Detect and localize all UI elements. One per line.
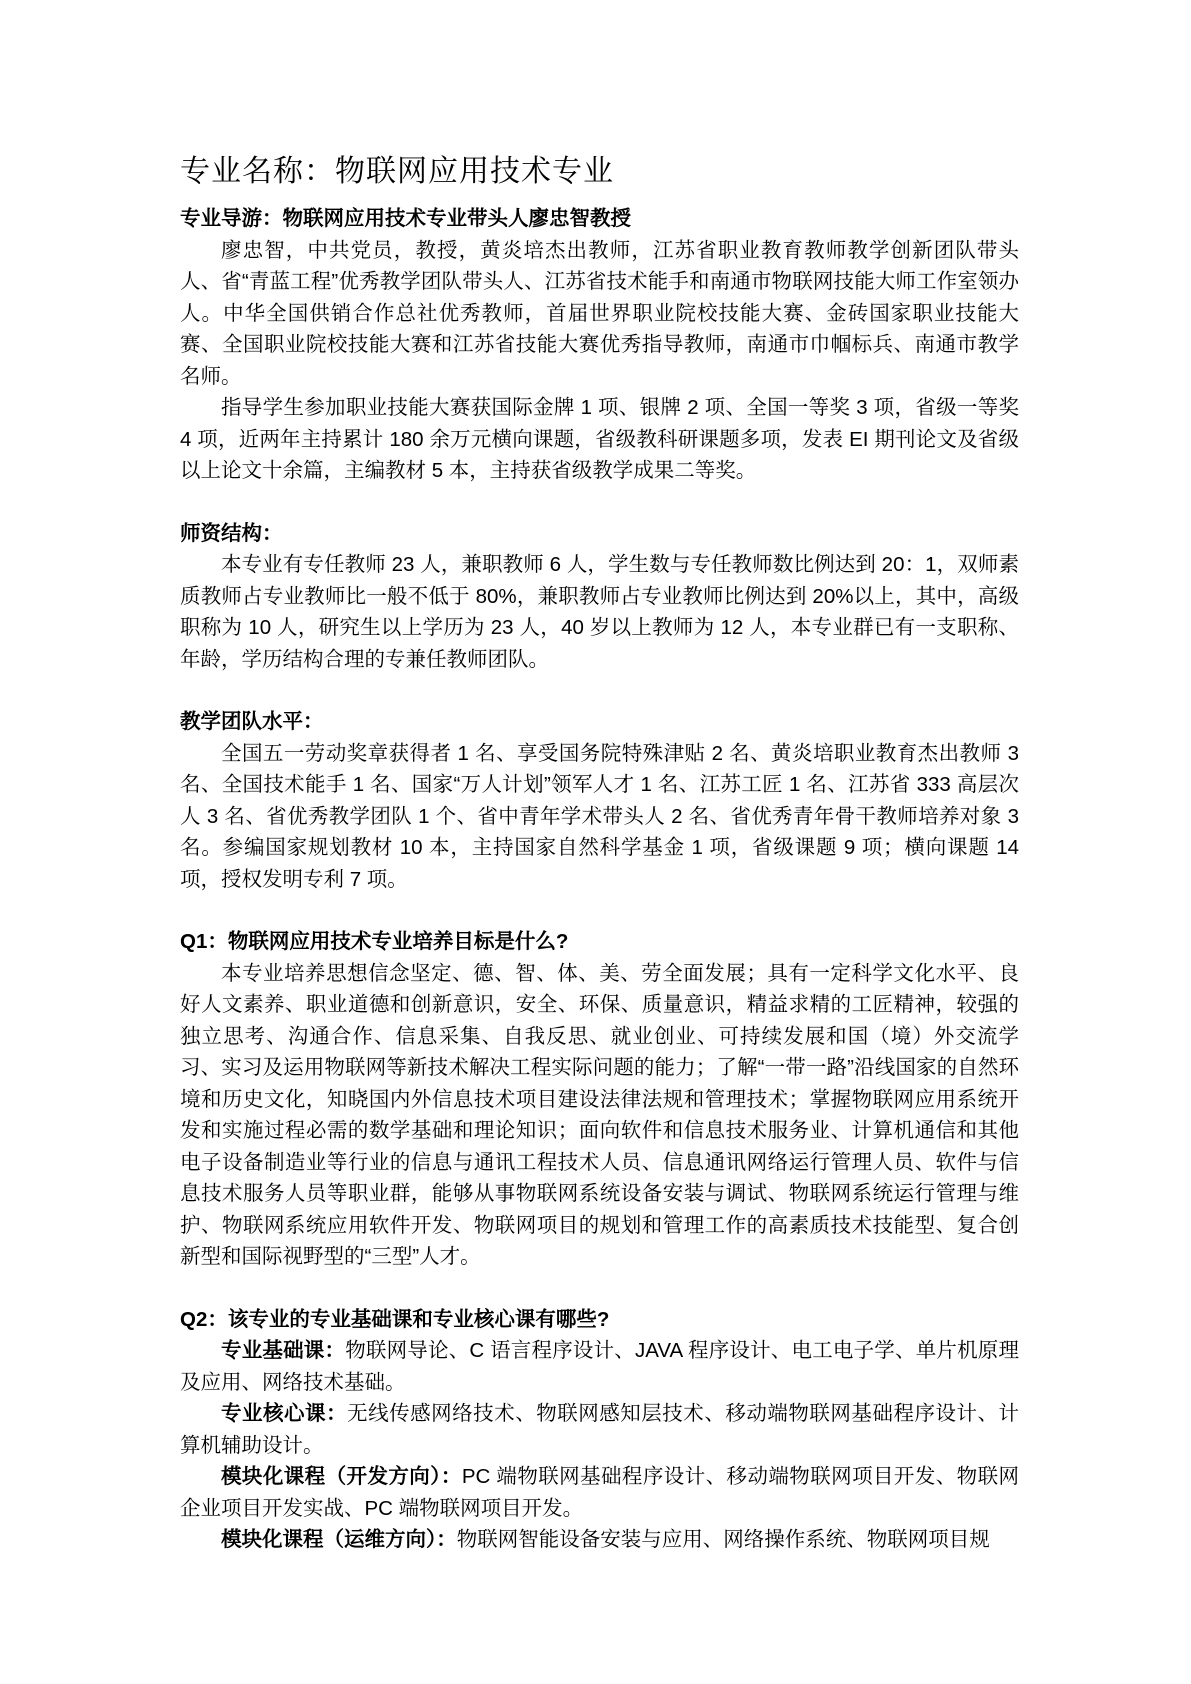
paragraph-q2-modular-ops-courses	[180, 1524, 1019, 1556]
label-core-courses: 专业核心课：	[221, 1402, 348, 1425]
paragraph-guide-bio: 廖忠智，中共党员，教授，黄炎培杰出教师，江苏省职业教育教师教学创新团队带头人、省“青蓝工程”优秀教学团队带头人、江苏省技术能手和南通市物联网技能大师工作室领办人。中华全国供销合作总社优秀教师，首届世界职业院校技能大赛、金砖国家职业技能大赛、全国职业院校技能大赛和江苏省技能大赛优秀指导教师，南通市巾帼标兵、南通市教学名师。	[180, 238, 1019, 388]
paragraph-q1-answer: 本专业培养思想信念坚定、德、智、体、美、劳全面发展；具有一定科学文化水平、良好人文素养、职业道德和创新意识，安全、环保、质量意识，精益求精的工匠精神，较强的独立思考、沟通合作、信息采集、自我反思、就业创业、可持续发展和国（境）外交流学习、实习及运用物联网等新技术解决工程实际问题的能力；了解“一带一路”沿线国家的自然环境和历史文化，知晓国内外信息技术项目建设法律法规和管理技术；掌握物联网应用系统开发和实施过程必需的数学基础和理论知识；面向软件和信息技术服务业、计算机通信和其他电子设备制造业等行业的信息与通讯工程技术人员、信息通讯网络运行管理人员、软件与信息技术服务人员等职业群，能够从事物联网系统设备安装与调试、物联网系统运行管理与维护、物联网系统应用软件开发、物联网项目的规划和管理工作的高素质技术技能型、复合创新型和国际视野型的“三型”人才。	[180, 961, 1019, 1268]
paragraph-guide-achievements: 指导学生参加职业技能大赛获国际金牌 1 项、银牌 2 项、全国一等奖 3 项，省级一等奖 4 项，近两年主持累计 180 余万元横向课题，省级教科研课题多项，发表 EI 期刊论文及省级以上论文十余篇，主编教材 5 本，主持获省级教学成果二等奖。	[180, 396, 1019, 482]
paragraph-faculty-structure: 本专业有专任教师 23 人，兼职教师 6 人，学生数与专任教师数比例达到 20：1，双师素质教师占专业教师比一般不低于 80%，兼职教师占专业教师比例达到 20%以上，其中，高级职称为 10 人，研究生以上学历为 23 人，40 岁以上教师为 12 人，本专业群已有一支职称、年龄，学历结构合理的专兼任教师团队。	[180, 553, 1019, 671]
text-modular-dev-courses: PC 端物联网基础程序设计、移动端物联网项目开发、物联网企业项目开发实战、PC 端物联网项目开发。	[180, 1465, 1020, 1520]
paragraph-q2-core-courses	[180, 1398, 1019, 1461]
text-core-courses: 无线传感网络技术、物联网感知层技术、移动端物联网基础程序设计、计算机辅助设计。	[180, 1402, 1020, 1457]
label-basic-courses: 专业基础课：	[221, 1339, 346, 1362]
text-basic-courses: 物联网导论、C 语言程序设计、JAVA 程序设计、电工电子学、单片机原理及应用、网络技术基础。	[180, 1339, 1019, 1394]
section-heading-teaching-team-level: 教学团队水平：	[180, 710, 324, 733]
label-modular-ops-courses: 模块化课程（运维方向）：	[221, 1528, 457, 1551]
page-title: 专业名称：物联网应用技术专业	[180, 155, 614, 188]
paragraph-teaching-team-level: 全国五一劳动奖章获得者 1 名、享受国务院特殊津贴 2 名、黄炎培职业教育杰出教师 3 名、全国技术能手 1 名、国家“万人计划”领军人才 1 名、江苏工匠 1 名、江苏省 333 高层次人 3 名、省优秀教学团队 1 个、省中青年学术带头人 2 名、省优秀青年骨干教师培养对象 3 名。参编国家规划教材 10 本，主持国家自然科学基金 1 项，省级课题 9 项；横向课题 14 项，授权发明专利 7 项。	[180, 741, 1019, 891]
section-heading-q1-training-goal: Q1：物联网应用技术专业培养目标是什么?	[180, 930, 569, 953]
section-heading-professional-guide: 专业导游：物联网应用技术专业带头人廖忠智教授	[180, 207, 631, 230]
paragraph-q2-basic-courses	[180, 1335, 1019, 1398]
section-heading-q2-courses: Q2：该专业的专业基础课和专业核心课有哪些?	[180, 1307, 610, 1331]
paragraph-q2-modular-dev-courses	[180, 1461, 1019, 1524]
text-modular-ops-courses: 物联网智能设备安装与应用、网络操作系统、物联网项目规	[456, 1528, 990, 1551]
section-heading-faculty-structure: 师资结构：	[180, 521, 283, 545]
label-modular-dev-courses: 模块化课程（开发方向）：	[221, 1465, 462, 1488]
